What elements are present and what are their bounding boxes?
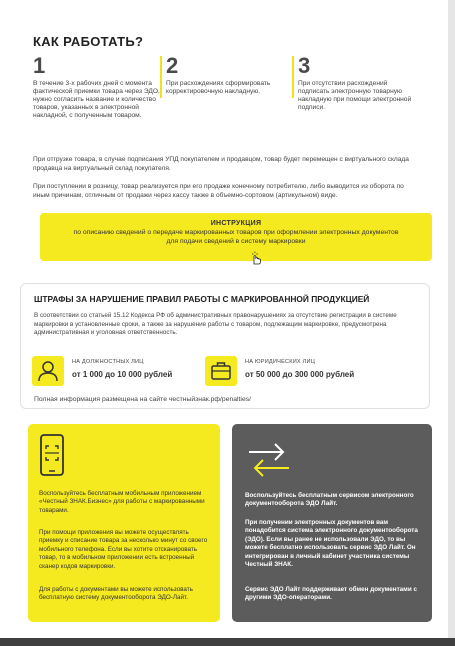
step-3 bbox=[298, 55, 418, 112]
page-edge-right bbox=[448, 0, 455, 646]
instruction-heading: ИНСТРУКЦИЯ bbox=[210, 220, 262, 227]
mobile-app-card bbox=[28, 424, 220, 622]
step-number: 1 bbox=[33, 53, 46, 78]
fines-section bbox=[20, 283, 430, 409]
step-2 bbox=[166, 55, 276, 96]
phone-scan-icon bbox=[38, 434, 68, 478]
info-paragraph-retail: При поступлении в розницу, товар реализуется при его продаже конечному потребителю, либо выводится из оборота по иным причинам, отличным от продажи через кассу также в объемно-сортовом (артикульном) виде. bbox=[33, 183, 404, 199]
page-edge-bottom bbox=[0, 638, 455, 646]
penalties-link[interactable]: Полная информация размещена на сайте честныйзнак.рф/penalties/ bbox=[34, 396, 252, 403]
step-divider bbox=[292, 56, 294, 98]
edo-lite-card bbox=[232, 424, 432, 622]
step-number: 3 bbox=[298, 53, 311, 78]
person-icon bbox=[32, 356, 64, 386]
edo-card-intro: Воспользуйтесь бесплатным сервисом электронного документооборота ЭДО Лайт. bbox=[245, 492, 414, 508]
briefcase-icon bbox=[205, 356, 237, 386]
fine-officials-label: НА ДОЛЖНОСТНЫХ ЛИЦ bbox=[72, 359, 144, 365]
app-card-footer: Для работы с документами вы можете использовать бесплатную систему документооборота ЭДО-Лайт. bbox=[39, 586, 193, 602]
app-card-body: При помощи приложения вы можете осуществлять приемку и списание товара за несколько минут со своего мобильного телефона. Если вы хотите отсканировать товар, то в мобильном приложении есть встроенный сканер кодов маркировки. bbox=[39, 529, 208, 570]
step-divider bbox=[160, 56, 162, 98]
step-text: В течение 3-х рабочих дней с момента фактической приемки товара через ЭДО, нужно согласить название и количество товаров, указанных в электронной накладной, с полученным товаром. bbox=[33, 80, 160, 119]
pointer-hand-icon bbox=[248, 249, 264, 265]
step-text: При расхождениях сформировать корректировочную накладную. bbox=[166, 80, 271, 95]
fine-legal-amount: от 50 000 до 300 000 рублей bbox=[245, 370, 355, 379]
fines-heading: ШТРАФЫ ЗА НАРУШЕНИЕ ПРАВИЛ РАБОТЫ С МАРКИРОВАННОЙ ПРОДУКЦИЕЙ bbox=[34, 294, 370, 304]
exchange-arrows-icon bbox=[245, 438, 293, 482]
step-number: 2 bbox=[166, 53, 179, 78]
app-card-intro: Воспользуйтесь бесплатным мобильным приложением «Честный ЗНАК.Бизнес» для работы с маркированными товарами. bbox=[39, 490, 205, 514]
page-title: КАК РАБОТАТЬ? bbox=[33, 34, 144, 49]
fine-officials-amount: от 1 000 до 10 000 рублей bbox=[72, 370, 173, 379]
step-1 bbox=[33, 55, 163, 120]
step-text: При отсутствии расхождений подписать электронную товарную накладную при помощи электронной подписи. bbox=[298, 80, 412, 111]
instruction-body: по описанию сведений о передаче маркированных товаров при оформлении электронных документов для подачи сведений в систему маркировки bbox=[73, 229, 399, 245]
fine-legal-label: НА ЮРИДИЧЕСКИХ ЛИЦ bbox=[245, 359, 316, 365]
edo-card-body: При получении электронных документов вам понадобится система электронного документооборота (ЭДО). Если вы ранее не использовали ЭДО, то вы можете бесплатно использовать сервис ЭДО Лайт. Он интегрирован в личный кабинет участника системы Честный ЗНАК. bbox=[245, 519, 418, 569]
info-paragraph-shipment: При отгрузке товара, в случае подписания УПД покупателем и продавцом, товар будет перемещен с виртуального склада продавца на виртуальный склад покупателя. bbox=[33, 156, 409, 172]
edo-card-footer: Сервис ЭДО Лайт поддерживает обмен документами с другими ЭДО-операторами. bbox=[245, 586, 417, 602]
fines-text: В соответствии со статьей 15.12 Кодекса РФ об административных правонарушениях за отсутствие регистрации в системе маркировки в установленные сроки, а также за нарушение работы с товаром, подлежащим маркировке, предусмотрена административная и уголовная ответственность. bbox=[34, 312, 397, 337]
instruction-banner[interactable] bbox=[40, 213, 432, 261]
